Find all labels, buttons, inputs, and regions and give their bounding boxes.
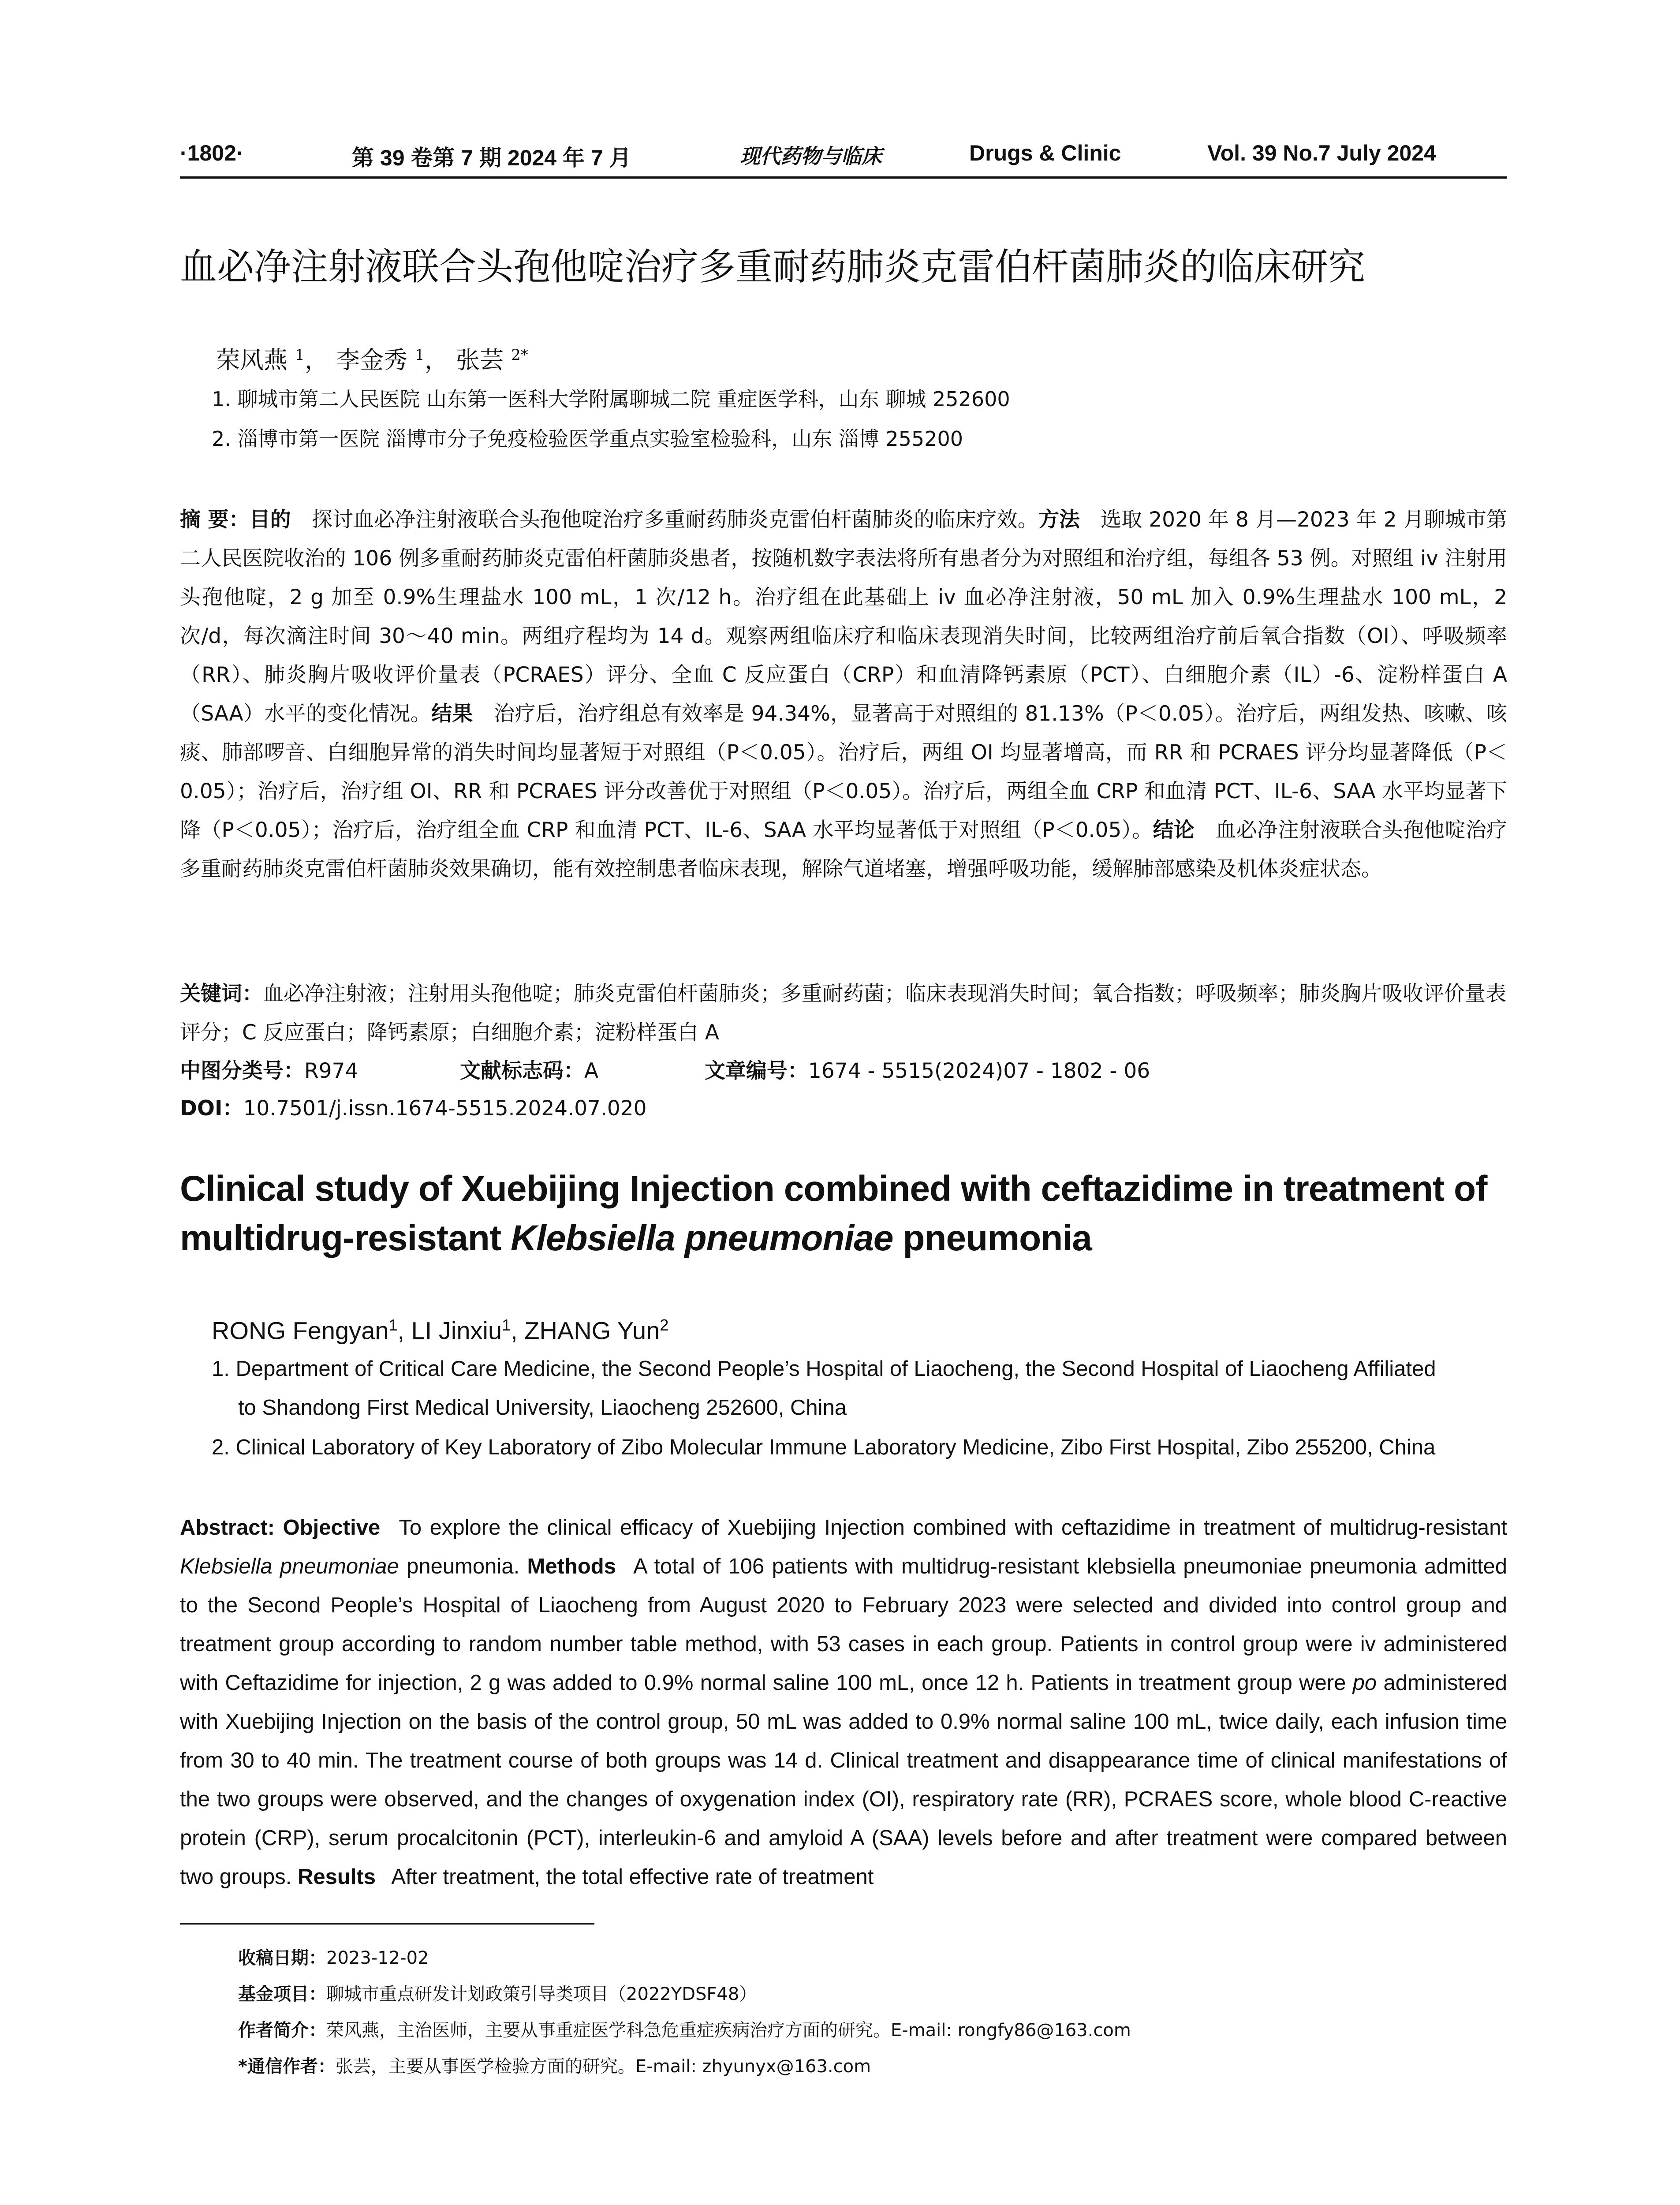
article-no-value: 1674 - 5515(2024)07 - 1802 - 06 [808,1059,1150,1083]
header-rule [180,176,1507,179]
footnote-received: 收稿日期：2023-12-02 [238,1948,429,1968]
results-en-label: Results [297,1865,376,1889]
page-number: ·1802· [180,141,244,165]
author-en-2: LI Jinxiu [411,1316,502,1345]
abstract-en-label: Abstract: Objective [180,1516,381,1540]
doi-row [180,1089,1507,1128]
methods-cn: 选取 2020 年 8 月—2023 年 2 月聊城市第二人民医院收治的 106 例多重耐药肺炎克雷伯杆菌肺炎患者，按随机数字表法将所有患者分为对照组和治疗组，每组各 53 例。对照组 iv 注射用头孢他啶，2 g 加至 0.9%生理盐水 100 mL，1 次/12 h。治疗组在此基础上 iv 血必净注射液，50 mL 加入 0.9%生理盐水 100 mL，2 次/d，每次滴注时间 30～40 min。两组疗程均为 14 d。观察两组临床疗和临床表现消失时间，比较两组治疗前后氧合指数（OI）、呼吸频率（RR）、肺炎胸片吸收评价量表（PCRAES）评分、全血 C 反应蛋白（CRP）和血清降钙素原（PCT）、白细胞介素（IL）-6、淀粉样蛋白 A（SAA）水平的变化情况。 [180,508,1508,726]
footnote-author-bio: 作者简介：荣风燕，主治医师，主要从事重症医学科急危重症疾病治疗方面的研究。E-mail: rongfy86@163.com [238,2020,1131,2041]
classification-row [180,1052,1507,1091]
author-en-3: ZHANG Yun [524,1316,660,1345]
keywords-cn [180,975,1507,1052]
results-cn-label: 结果 [431,702,473,726]
objective-en: To explore the clinical efficacy of Xuebijing Injection combined with ceftazidime in treatment of multidrug-resistant [399,1516,1507,1540]
authors-en: RONG Fengyan$^1$, LI Jinxiu$^1$, ZHANG Yun$^2$ [212,1316,669,1345]
conclusion-cn-label: 结论 [1153,818,1195,842]
abstract-en: Abstract: Objective To explore the clinical efficacy of Xuebijing Injection combined with ceftazidime in treatment of multidrug-resistant Klebsiella pneumoniae pneumonia. Methods A total of 106 patients with multidrug-resistant klebsiella pneumoniae pneumonia admitted to the Second People’s Hospital of Liaocheng from August 2020 to February 2023 were selected and divided into control group and treatment group according to random number table method, with 53 cases in each group. Patients in control group were iv administered with Ceftazidime for injection, 2 g was added to 0.9% normal saline 100 mL, once 12 h. Patients in treatment group were po administered with Xuebijing Injection on the basis of the control group, 50 mL was added to 0.9% normal saline 100 mL, twice daily, each infusion time from 30 to 40 min. The treatment course of both groups was 14 d. Clinical treatment and disappearance time of clinical manifestations of the two groups were observed, and the changes of oxygenation index (OI), respiratory rate (RR), PCRAES score, whole blood C-reactive protein (CRP), serum procalcitonin (PCT), interleukin-6 and amyloid A (SAA) levels before and after treatment were compared between two groups. Results After treatment, the total effective rate of treatment [180,1516,1508,1889]
affiliation-en-2: 2. Clinical Laboratory of Key Laboratory of Zibo Molecular Immune Laboratory Medicine, Zibo First Hospital, Zibo 255200, China [212,1435,1436,1459]
doi-label: DOI： [180,1096,243,1121]
author-cn-1: 荣风燕 [216,346,287,374]
journal-name-cn: 现代药物与临床 [740,144,882,168]
results-en: After treatment, the total effective rate of treatment [391,1865,874,1889]
objective-cn-label: 目的 [249,508,291,532]
author-cn-3: 张芸 [455,346,504,374]
affiliation-cn-1: 1. 聊城市第二人民医院 山东第一医科大学附属聊城二院 重症医学科，山东 聊城 252600 [212,387,1010,411]
journal-name-en: Drugs & Clinic [969,141,1121,165]
keywords-cn-label: 关键词： [180,982,263,1006]
abstract-cn-label: 摘 要： [180,508,250,532]
clc-label: 中图分类号： [180,1059,304,1083]
issue-cn: 第 39 卷第 7 期 2024 年 7 月 [352,146,631,170]
title-en: Clinical study of Xuebijing Injection combined with ceftazidime in treatment of multidrug-resistant Klebsiella pneumoniae pneumonia [180,1169,1487,1258]
affiliation-en-1: 1. Department of Critical Care Medicine, the Second People’s Hospital of Liaocheng, the Second Hospital of Liaocheng Affiliated to Shandong First Medical University, Liaocheng 252600, China [212,1357,1436,1420]
article-no-label: 文章编号： [704,1059,808,1083]
footnote-fund: 基金项目：聊城市重点研发计划政策引导类项目（2022YDSF48） [238,1984,757,2004]
title-en-italic: Klebsiella pneumoniae [510,1218,893,1258]
results-cn: 治疗后，治疗组总有效率是 94.34%，显著高于对照组的 81.13%（P＜0.05）。治疗后，两组发热、咳嗽、咳痰、肺部啰音、白细胞异常的消失时间均显著短于对照组（P＜0.05）。治疗后，两组 OI 均显著增高，而 RR 和 PCRAES 评分均显著降低（P＜0.05）；治疗后，治疗组 OI、RR 和 PCRAES 评分改善优于对照组（P＜0.05）。治疗后，两组全血 CRP 和血清 PCT、IL-6、SAA 水平均显著下降（P＜0.05）；治疗后，治疗组全血 CRP 和血清 PCT、IL-6、SAA 水平均显著低于对照组（P＜0.05）。 [180,702,1507,842]
methods-en: A total of 106 patients with multidrug-resistant klebsiella pneumoniae pneumonia admitted to the Second People’s Hospital of Liaocheng from August 2020 to February 2023 were selected and divided into control group and treatment group according to random number table method, with 53 cases in each group. Patients in control group were iv administered with Ceftazidime for injection, 2 g was added to 0.9% normal saline 100 mL, once 12 h. Patients in treatment group were [180,1555,1507,1695]
affiliation-cn-2: 2. 淄博市第一医院 淄博市分子免疫检验医学重点实验室检验科，山东 淄博 255200 [212,427,963,451]
doc-code-value: A [584,1059,599,1083]
footnote-rule [180,1923,594,1925]
authors-cn: 荣风燕 $^1$， 李金秀 $^1$， 张芸 $^{2*}$ [216,346,528,374]
title-cn: 血必净注射液联合头孢他啶治疗多重耐药肺炎克雷伯杆菌肺炎的临床研究 [180,245,1366,288]
keywords-cn-text: 血必净注射液；注射用头孢他啶；肺炎克雷伯杆菌肺炎；多重耐药菌；临床表现消失时间；氧合指数；呼吸频率；肺炎胸片吸收评价量表评分；C 反应蛋白；降钙素原；白细胞介素；淀粉样蛋白 A [180,982,1506,1045]
abstract-cn [180,501,1507,889]
methods-cn-label: 方法 [1038,508,1080,532]
conclusion-cn: 血必净注射液联合头孢他啶治疗多重耐药肺炎克雷伯杆菌肺炎效果确切，能有效控制患者临床表现，解除气道堵塞，增强呼吸功能，缓解肺部感染及机体炎症状态。 [180,818,1508,881]
author-en-1: RONG Fengyan [212,1316,389,1345]
doc-code-label: 文献标志码： [459,1059,584,1083]
methods-en-label: Methods [527,1555,616,1578]
running-header [180,140,1507,176]
doi-value: 10.7501/j.issn.1674-5515.2024.07.020 [243,1096,647,1121]
issue-en: Vol. 39 No.7 July 2024 [1207,141,1436,165]
clc-value: R974 [304,1059,358,1083]
author-cn-2: 李金秀 [336,346,407,374]
footnote-corresponding: *通信作者：张芸，主要从事医学检验方面的研究。E-mail: zhyunyx@163.com [238,2056,871,2077]
objective-cn: 探讨血必净注射液联合头孢他啶治疗多重耐药肺炎克雷伯杆菌肺炎的临床疗效。 [311,508,1038,532]
